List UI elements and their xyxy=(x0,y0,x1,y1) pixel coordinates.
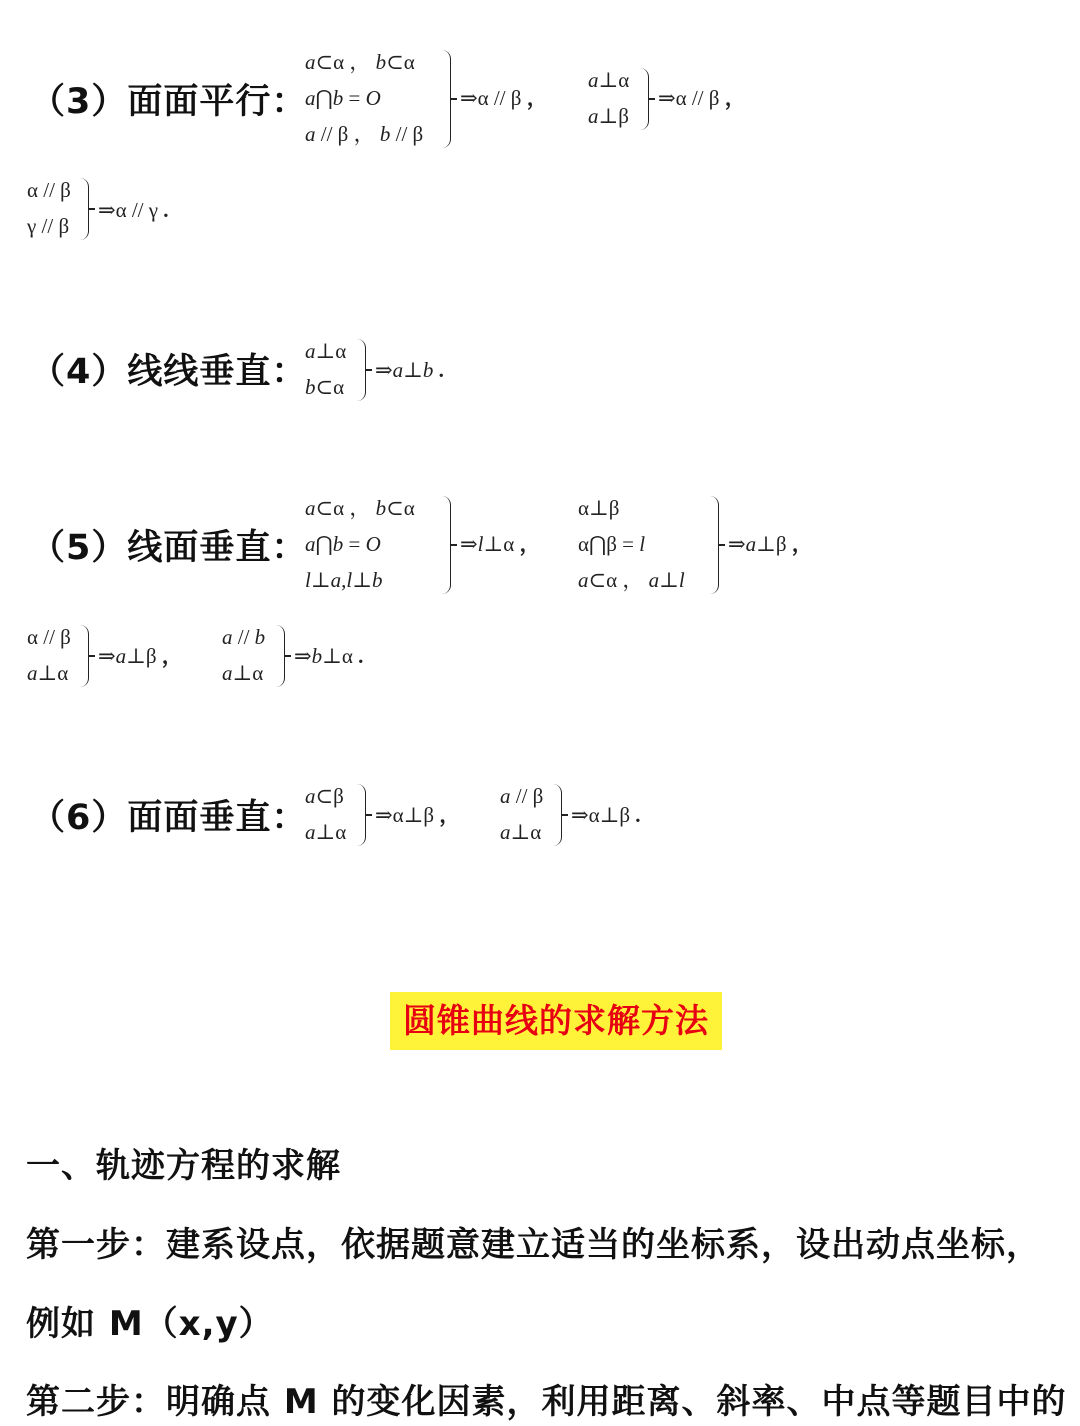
item-6-formula-1-premises: a⊂β a⊥α xyxy=(305,784,347,844)
item-5-formula-1-brace xyxy=(442,496,451,594)
item-3-formula-3-result: ⇒α // γ . xyxy=(98,198,169,222)
item-5-formula-4-brace xyxy=(276,625,285,687)
item-3-label: （3）面面平行： xyxy=(30,82,308,122)
item-4-formula-premises: a⊥α b⊂α xyxy=(305,339,347,399)
item-5-formula-3-brace xyxy=(80,625,89,687)
item-5-formula-2-result: ⇒a⊥β ， xyxy=(728,532,813,556)
item-6-formula-2-result: ⇒α⊥β . xyxy=(571,803,641,827)
item-3-formula-3-brace xyxy=(80,178,89,240)
section-heading: 圆锥曲线的求解方法 xyxy=(390,992,722,1050)
step2-line1: 第二步：明确点 M 的变化因素，利用距离、斜率、中点等题目中的 xyxy=(26,1382,1067,1422)
item-5-formula-1-result: ⇒l⊥α ， xyxy=(460,532,541,556)
item-5-formula-2-premises: α⊥β α⋂β = l a⊂α ， a⊥l xyxy=(578,496,685,592)
item-3-formula-1-brace xyxy=(442,50,451,148)
item-4-formula-brace xyxy=(357,339,366,401)
item-5-formula-1-premises: a⊂α ， b⊂α a⋂b = O l⊥a,l⊥b xyxy=(305,496,415,592)
item-4-formula-result: ⇒a⊥b . xyxy=(375,358,444,382)
step1-line1: 第一步：建系设点，依据题意建立适当的坐标系，设出动点坐标， xyxy=(26,1225,1041,1265)
item-6-label: （6）面面垂直： xyxy=(30,798,308,838)
item-3-formula-2-result: ⇒α // β ， xyxy=(658,86,746,110)
item-3-formula-1-premises: a⊂α ， b⊂α a⋂b = O a // β ， b // β xyxy=(305,50,424,146)
item-6-formula-2-premises: a // β a⊥α xyxy=(500,784,544,844)
item-5-formula-4-result: ⇒b⊥α . xyxy=(294,644,364,668)
item-5-formula-3-result: ⇒a⊥β ， xyxy=(98,644,183,668)
item-3-formula-2-premises: a⊥α a⊥β xyxy=(588,68,630,128)
item-4-label: （4）线线垂直： xyxy=(30,352,308,392)
item-5-formula-3-premises: α // β a⊥α xyxy=(27,625,71,685)
item-5-label: （5）线面垂直： xyxy=(30,528,308,568)
item-3-formula-2-brace xyxy=(640,68,649,130)
item-5-formula-2-brace xyxy=(710,496,719,594)
item-5-formula-4-premises: a // b a⊥α xyxy=(222,625,266,685)
step1-line2: 例如 M（x,y） xyxy=(26,1304,274,1344)
section-title: 一、轨迹方程的求解 xyxy=(26,1146,341,1186)
item-6-formula-1-result: ⇒α⊥β ， xyxy=(375,803,461,827)
item-6-formula-1-brace xyxy=(357,784,366,846)
item-3-formula-1-result: ⇒α // β ， xyxy=(460,86,548,110)
item-3-formula-3-premises: α // β γ // β xyxy=(27,178,71,238)
item-6-formula-2-brace xyxy=(553,784,562,846)
